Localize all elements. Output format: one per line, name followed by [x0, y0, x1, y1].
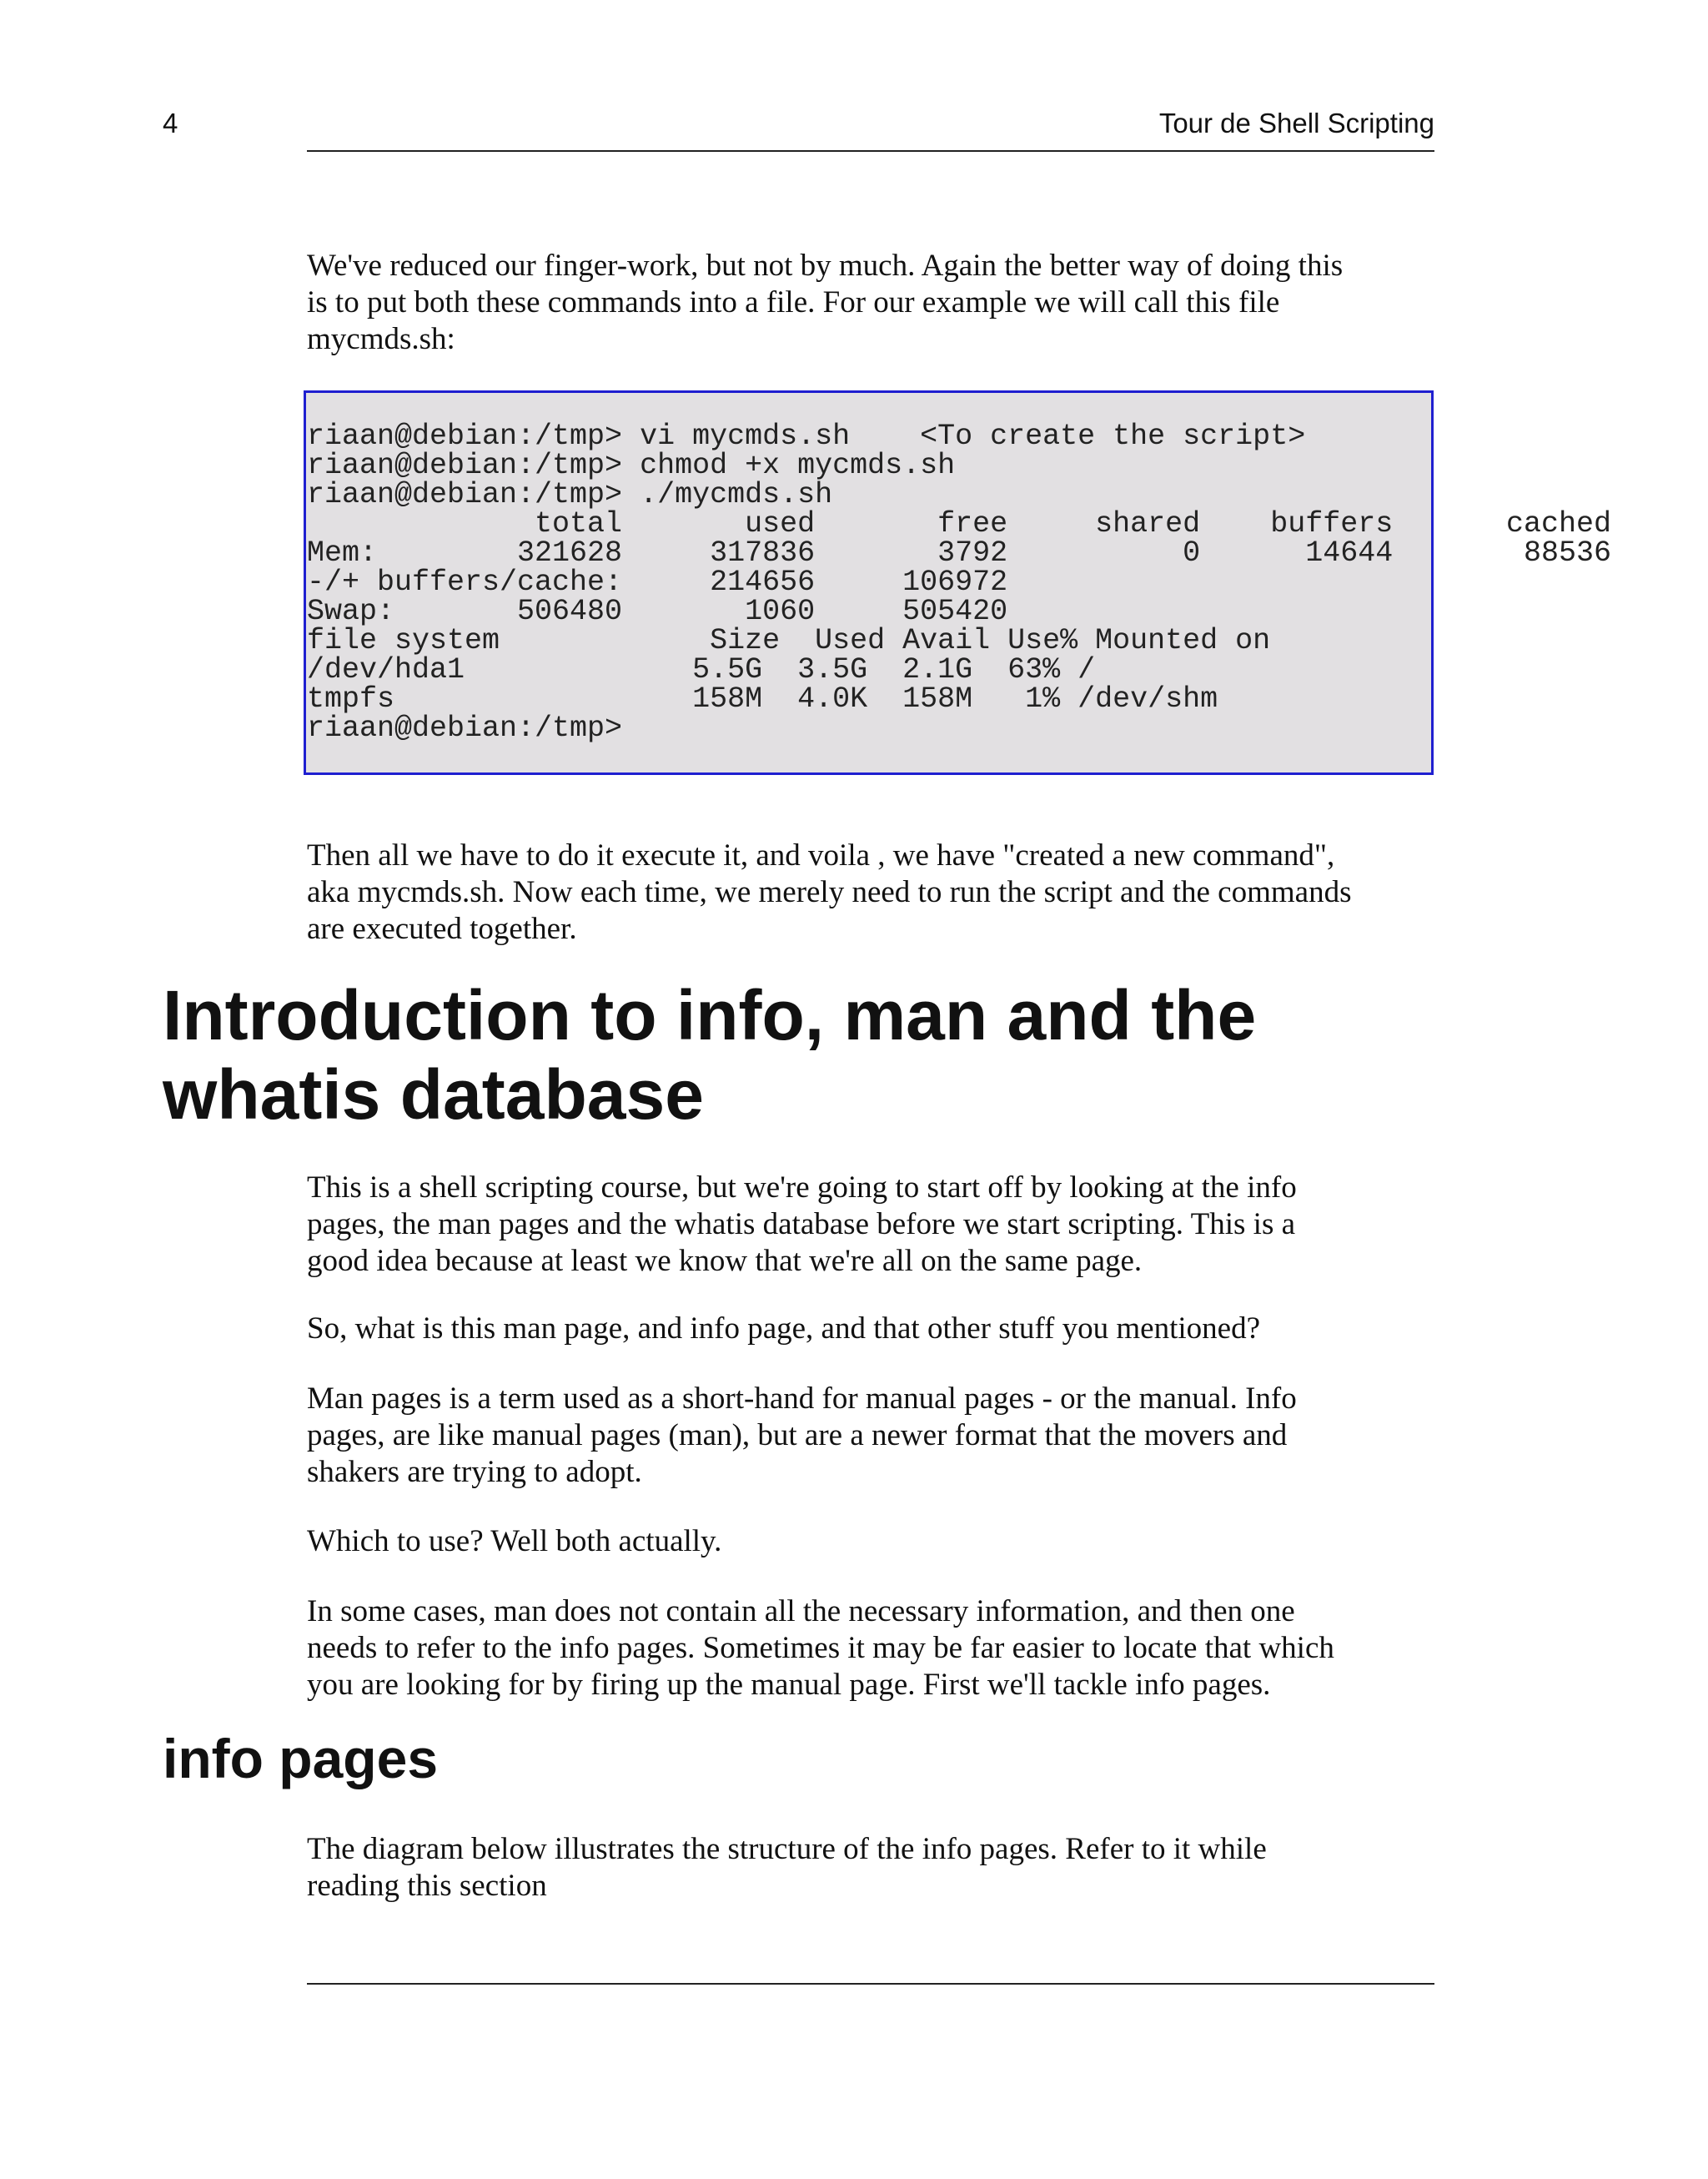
footer-rule — [307, 1983, 1434, 1985]
intro-line: is to put both these commands into a file. For our example we will call this file — [307, 285, 1280, 320]
page-number: 4 — [163, 108, 178, 138]
shell-course-paragraph — [307, 1170, 1434, 1280]
terminal-line: file system Size Used Avail Use% Mounted on — [307, 624, 1271, 657]
terminal-line: -/+ buffers/cache: 214656 106972 — [307, 566, 1008, 599]
terminal-line: riaan@debian:/tmp> ./mycmds.sh — [307, 478, 833, 511]
subsection-heading: info pages — [163, 1728, 439, 1789]
terminal-line: total used free shared buffers — [307, 507, 1394, 541]
paragraph-line: reading this section — [307, 1869, 547, 1903]
what-is-paragraph: So, what is this man page, and info page, and that other stuff you mentioned? — [307, 1311, 1260, 1346]
paragraph-line: In some cases, man does not contain all the necessary information, and then one — [307, 1594, 1295, 1628]
intro-paragraph — [307, 248, 1434, 358]
terminal-cached-header: cached — [1505, 507, 1611, 541]
execute-line: are executed together. — [307, 912, 577, 946]
some-cases-paragraph — [307, 1593, 1434, 1703]
section-heading — [163, 976, 1414, 1135]
terminal-line: riaan@debian:/tmp> vi mycmds.sh <To create the script> — [307, 420, 1306, 453]
paragraph-line: needs to refer to the info pages. Sometimes it may be far easier to locate that which — [307, 1631, 1334, 1665]
terminal-line: /dev/hda1 5.5G 3.5G 2.1G 63% / — [307, 653, 1096, 687]
diagram-paragraph — [307, 1831, 1434, 1905]
paragraph-line: you are looking for by firing up the manual page. First we'll tackle info pages. — [307, 1668, 1271, 1702]
paragraph-line: shakers are trying to adopt. — [307, 1455, 642, 1489]
running-title: Tour de Shell Scripting — [1158, 108, 1434, 138]
section-heading-line: Introduction to info, man and the — [163, 976, 1257, 1054]
header-rule — [307, 150, 1434, 152]
paragraph-line: The diagram below illustrates the structure of the info pages. Refer to it while — [307, 1832, 1267, 1866]
paragraph-line: pages, are like manual pages (man), but are a newer format that the movers and — [307, 1418, 1288, 1452]
section-heading-line: whatis database — [163, 1055, 704, 1134]
paragraph-line: good idea because at least we know that we're all on the same page. — [307, 1244, 1143, 1278]
paragraph-line: Man pages is a term used as a short-hand for manual pages - or the manual. Info — [307, 1381, 1297, 1416]
intro-line: mycmds.sh: — [307, 322, 455, 356]
man-pages-paragraph — [307, 1381, 1434, 1491]
terminal-line: riaan@debian:/tmp> — [307, 712, 623, 745]
terminal-line: riaan@debian:/tmp> chmod +x mycmds.sh — [307, 449, 956, 482]
execute-line: aka mycmds.sh. Now each time, we merely need to run the script and the commands — [307, 875, 1352, 909]
which-to-use-paragraph: Which to use? Well both actually. — [307, 1524, 722, 1558]
terminal-cached-value: 88536 — [1523, 536, 1611, 570]
execute-paragraph — [307, 838, 1434, 948]
terminal-line: Swap: 506480 1060 505420 — [307, 595, 1008, 628]
terminal-line: tmpfs 158M 4.0K 158M 1% /dev/shm — [307, 682, 1218, 716]
intro-line: We've reduced our finger-work, but not by much. Again the better way of doing this — [307, 249, 1344, 283]
execute-line: Then all we have to do it execute it, and voila , we have "created a new command", — [307, 838, 1335, 873]
paragraph-line: pages, the man pages and the whatis database before we start scripting. This is a — [307, 1207, 1296, 1241]
terminal-line: Mem: 321628 317836 3792 0 14644 — [307, 536, 1394, 570]
paragraph-line: This is a shell scripting course, but we're going to start off by looking at the info — [307, 1170, 1297, 1205]
